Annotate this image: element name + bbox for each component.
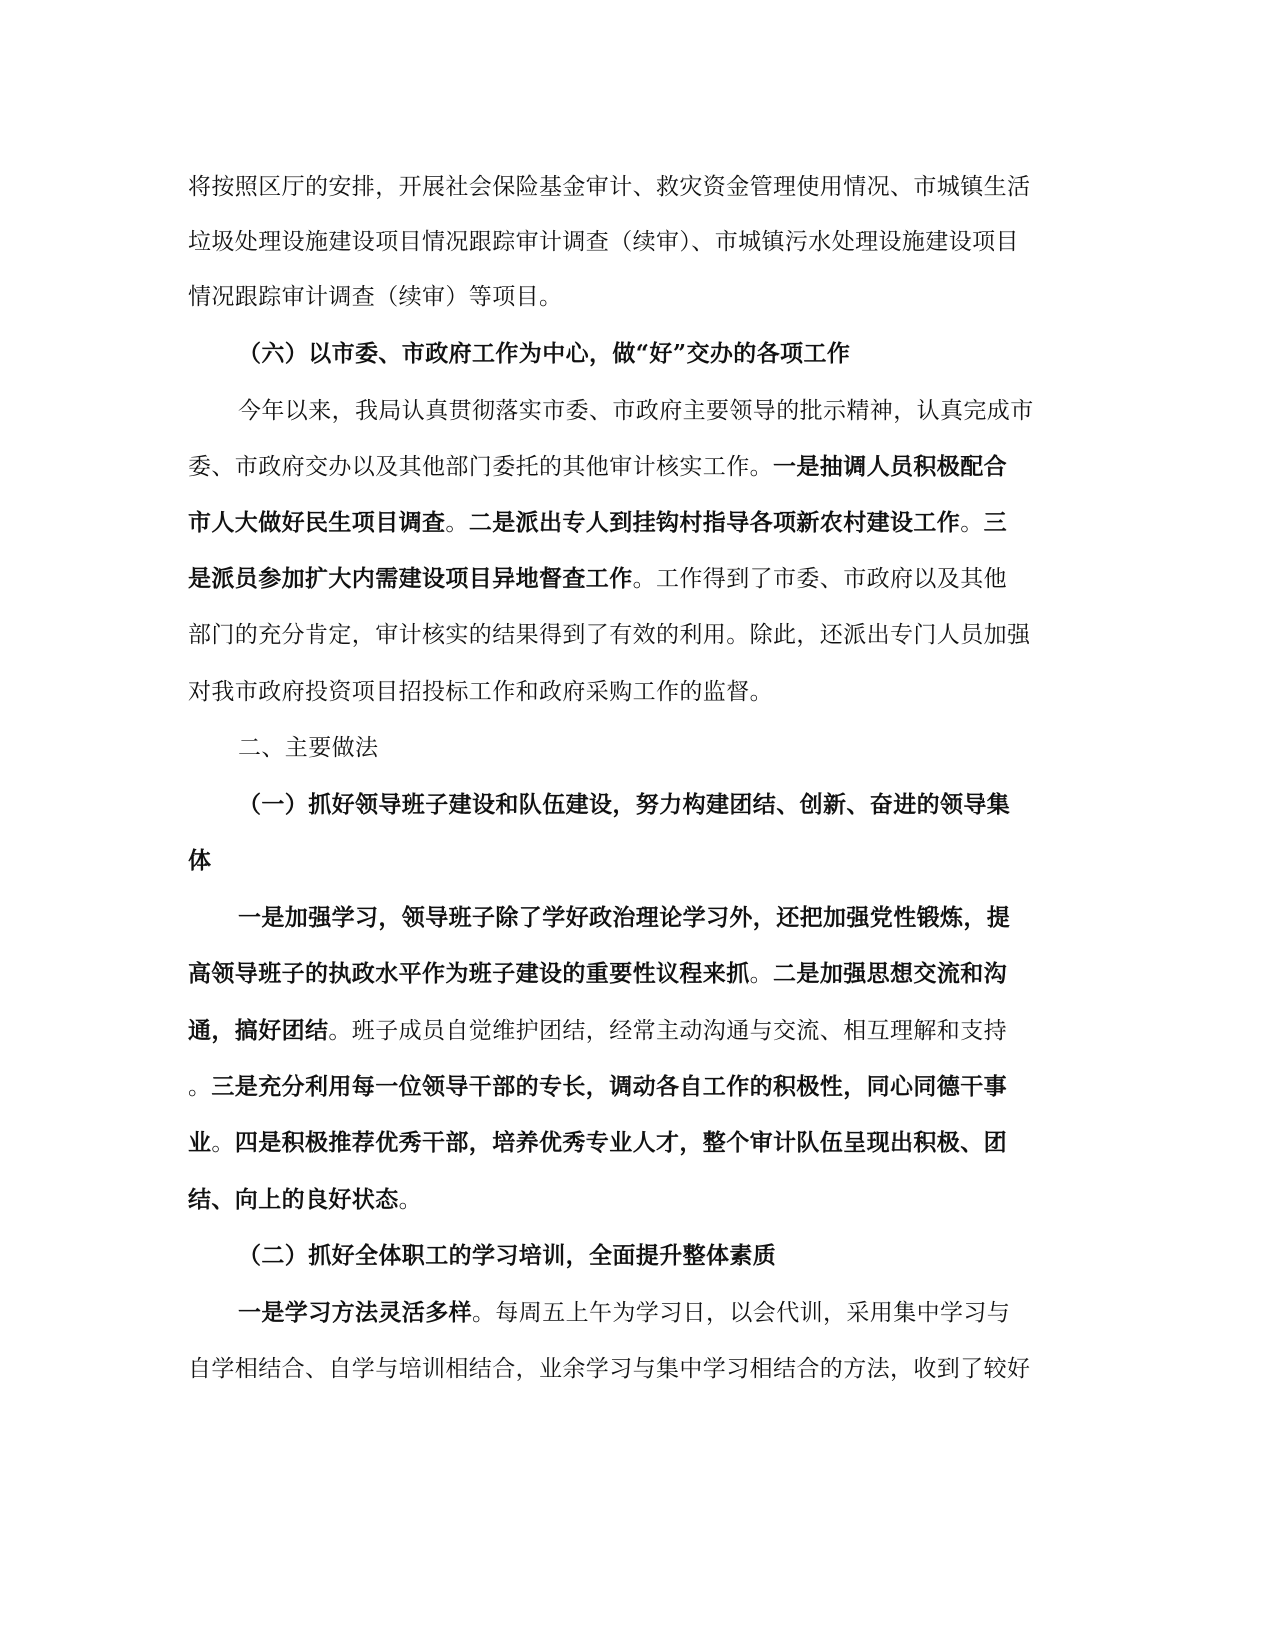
text-run: 情况跟踪审计调查（续审）等项目。 — [188, 284, 563, 310]
paragraph-line — [188, 564, 1007, 594]
bold-text-run: （一）抓好领导班子建设和队伍建设，努力构建团结、创新、奋进的领导集 — [238, 791, 1011, 818]
paragraph-line — [238, 1298, 1010, 1328]
text-run: 委、市政府交办以及其他部门委托的其他审计核实工作。 — [188, 454, 773, 480]
section-heading-6 — [238, 339, 850, 369]
bold-text-run: （二）抓好全体职工的学习培训，全面提升整体素质 — [238, 1242, 777, 1269]
bold-text-run: 二是派出专人到挂钩村指导各项新农村建设工作 — [468, 509, 961, 536]
section-heading-2-2 — [238, 1241, 776, 1271]
paragraph-line — [188, 508, 1007, 538]
paragraph-line — [238, 396, 1034, 426]
text-run: 。 — [960, 510, 984, 536]
paragraph-line — [188, 959, 1007, 989]
text-run: 。每周五上午为学习日，以会代训，采用集中学习与 — [472, 1300, 1011, 1326]
text-run: 垃圾处理设施建设项目情况跟踪审计调查（续审）、市城镇污水处理设施建设项目 — [188, 229, 1019, 255]
bold-text-run: 结、向上的良好状态 — [188, 1186, 399, 1213]
text-run: 。 — [398, 1187, 423, 1213]
text-run: 自学相结合、自学与培训相结合，业余学习与集中学习相结合的方法，收到了较好 — [188, 1356, 1031, 1382]
chapter-heading-2 — [238, 733, 378, 763]
text-run: 。班子成员自觉维护团结，经常主动沟通与交流、相互理解和支持 — [328, 1018, 1008, 1044]
paragraph-line — [188, 282, 562, 312]
text-run: 部门的充分肯定，审计核实的结果得到了有效的利用。除此，还派出专门人员加强 — [188, 622, 1031, 648]
text-run: 。 — [445, 510, 469, 536]
text-run: 。 — [188, 1074, 212, 1100]
paragraph-line — [188, 452, 1007, 482]
bold-text-run: 一是学习方法灵活多样 — [238, 1299, 472, 1326]
paragraph-line — [188, 1354, 1030, 1384]
bold-text-run: 二是加强思想交流和沟 — [773, 960, 1008, 987]
bold-text-run: 市人大做好民生项目调查 — [188, 509, 446, 536]
text-run: 将按照区厅的安排，开展社会保险基金审计、救灾资金管理使用情况、市城镇生活 — [188, 174, 1031, 200]
paragraph-line — [188, 620, 1030, 650]
bold-text-run: 是派员参加扩大内需建设项目异地督查工作 — [188, 565, 633, 592]
paragraph-line — [238, 903, 1010, 933]
paragraph-line — [188, 677, 773, 707]
bold-text-run: 一是加强学习，领导班子除了学好政治理论学习外，还把加强党性锻炼，提 — [238, 904, 1011, 931]
text-run: 。 — [211, 1130, 235, 1156]
bold-text-run: （六）以市委、市政府工作为中心，做“好”交办的各项工作 — [238, 340, 851, 367]
section-heading-2-1-cont — [188, 846, 211, 876]
text-run: 今年以来，我局认真贯彻落实市委、市政府主要领导的批示精神，认真完成市 — [238, 398, 1034, 424]
bold-text-run: 业 — [188, 1129, 212, 1156]
paragraph-line — [188, 227, 1019, 257]
bold-text-run: 一是抽调人员积极配合 — [773, 453, 1007, 480]
text-run: 。工作得到了市委、市政府以及其他 — [632, 566, 1008, 592]
section-heading-2-1 — [238, 790, 1010, 820]
paragraph-line — [188, 1016, 1007, 1046]
paragraph-line — [188, 1072, 1007, 1102]
paragraph-line — [188, 1185, 422, 1215]
bold-text-run: 体 — [188, 847, 212, 874]
paragraph-line — [188, 172, 1030, 202]
bold-text-run: 四是积极推荐优秀干部，培养优秀专业人才，整个审计队伍呈现出积极、团 — [234, 1129, 1008, 1156]
text-run: 二、主要做法 — [238, 735, 379, 761]
text-run: 对我市政府投资项目招投标工作和政府采购工作的监督。 — [188, 679, 773, 705]
text-run: 。 — [749, 961, 774, 987]
bold-text-run: 三 — [983, 509, 1008, 536]
bold-text-run: 高领导班子的执政水平作为班子建设的重要性议程来抓 — [188, 960, 750, 987]
paragraph-line — [188, 1128, 1007, 1158]
bold-text-run: 通，搞好团结 — [188, 1017, 329, 1044]
bold-text-run: 三是充分利用每一位领导干部的专长，调动各自工作的积极性，同心同德干事 — [211, 1073, 1008, 1100]
